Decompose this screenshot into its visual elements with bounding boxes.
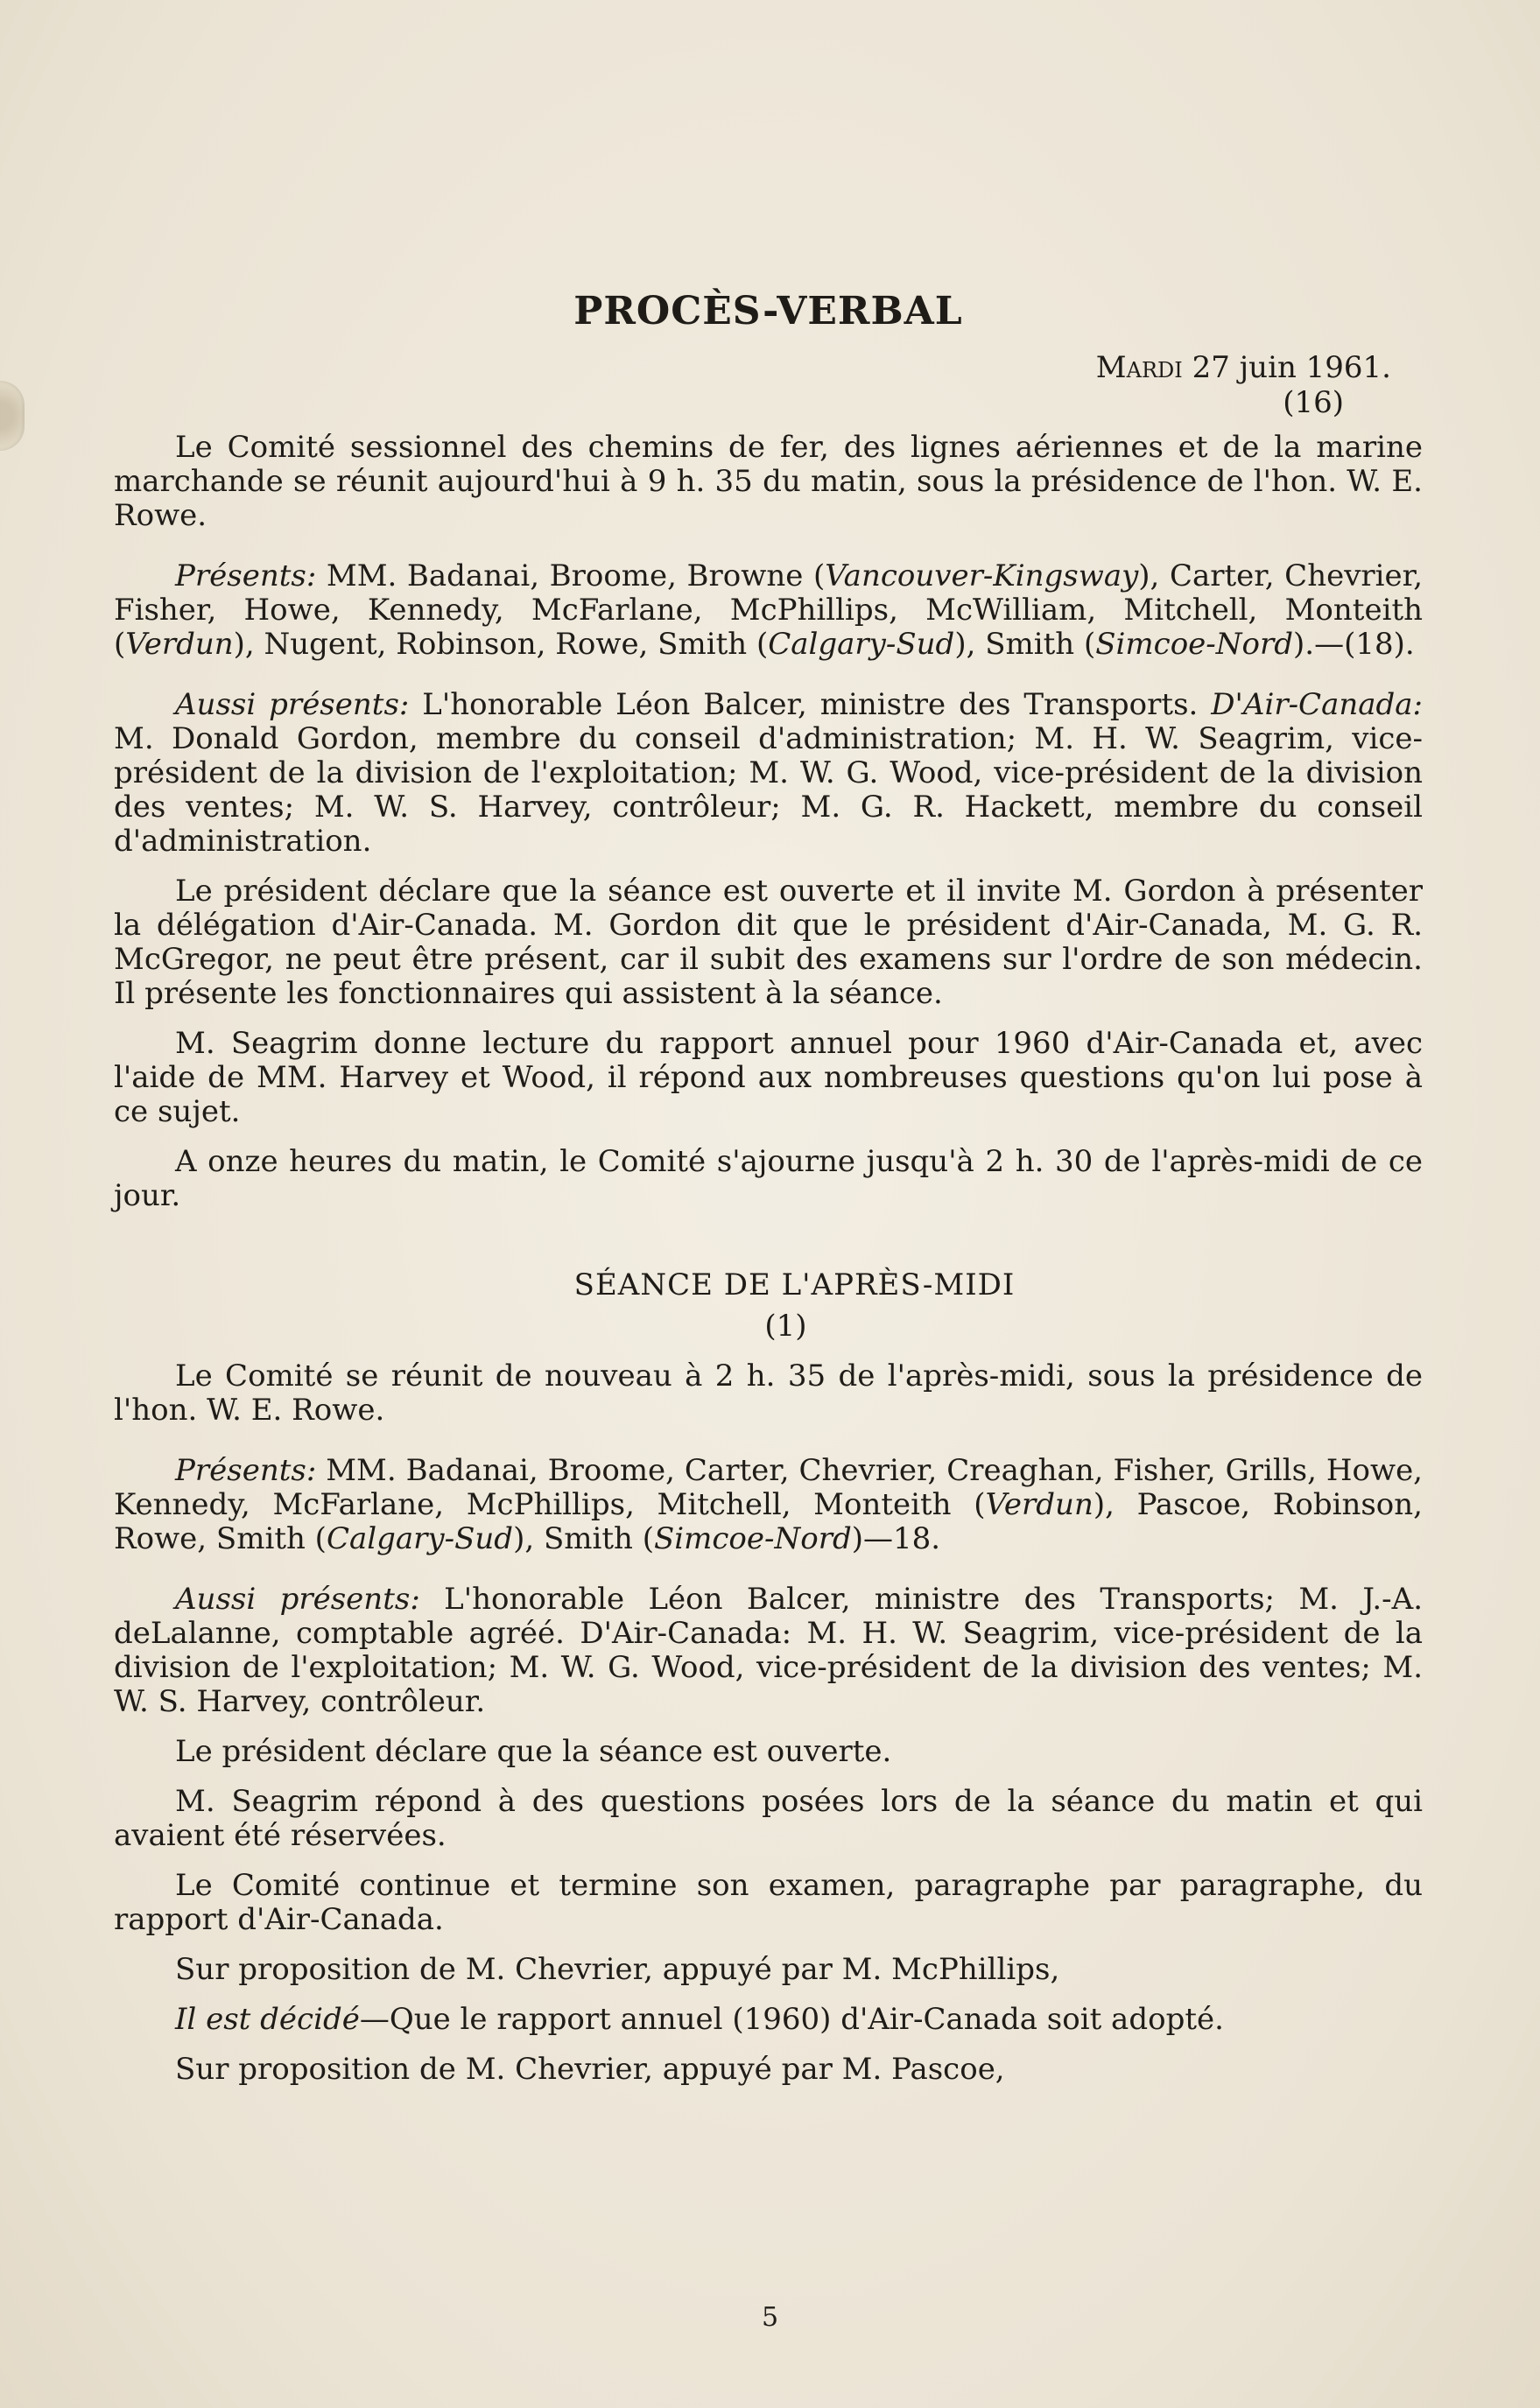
resolution: Il est décidé—Que le rapport annuel (1960) d'Air-Canada soit adopté. [175, 2002, 1224, 2037]
page-title: PROCÈS-VERBAL [573, 289, 963, 333]
morning-opening: Le Comité sessionnel des chemins de fer, des lignes aériennes et de la marine marchande se réunit aujourd'hui à 9 h. 35 du matin, sous la présidence de l'hon. W. E. Rowe. [114, 430, 1423, 533]
morning-paragraph-1: Le président déclare que la séance est ouverte et il invite M. Gordon à présenter la délégation d'Air-Canada. M. Gordon dit que le président d'Air-Canada, M. G. R. McGregor, ne peut être présent, car il subit des examens sur l'ordre de son médecin. Il présente les fonctionnaires qui assistent à la séance. [114, 874, 1423, 1011]
afternoon-paragraph-5: Sur proposition de M. Chevrier, appuyé par M. Pascoe, [175, 2052, 1005, 2087]
page-content [114, 289, 1423, 2103]
date-day: Mardi [1095, 350, 1183, 385]
meeting-date [114, 350, 1423, 385]
afternoon-present: Présents: MM. Badanai, Broome, Carter, Chevrier, Creaghan, Fisher, Grills, Howe, Kennedy, McFarlane, McPhillips, Mitchell, Monteith (Verdun), Pascoe, Robinson, Rowe, Smith (Calgary-Sud), Smith (Simcoe-Nord)—18. [114, 1453, 1423, 1556]
afternoon-paragraph-1: Le président déclare que la séance est ouverte. [175, 1734, 892, 1769]
afternoon-paragraph-3: Le Comité continue et termine son examen, paragraphe par paragraphe, du rapport d'Air-Canada. [114, 1868, 1423, 1937]
afternoon-paragraph-2: M. Seagrim répond à des questions posées lors de la séance du matin et qui avaient été réservées. [114, 1784, 1423, 1853]
morning-paragraph-2: M. Seagrim donne lecture du rapport annuel pour 1960 d'Air-Canada et, avec l'aide de MM. Harvey et Wood, il répond aux nombreuses questions qu'on lui pose à ce sujet. [114, 1026, 1423, 1129]
afternoon-number: (1) [764, 1309, 807, 1344]
show-through [123, 88, 1436, 242]
date-rest: 27 juin 1961. [1192, 350, 1391, 385]
afternoon-opening: Le Comité se réunit de nouveau à 2 h. 35 de l'après-midi, sous la présidence de l'hon. W. E. Rowe. [114, 1358, 1423, 1428]
meeting-number: (16) [1283, 385, 1344, 420]
afternoon-also-present: Aussi présents: L'honorable Léon Balcer, ministre des Transports; M. J.-A. deLalanne, comptable agréé. D'Air-Canada: M. H. W. Seagrim, vice-président de la division de l'exploitation; M. W. G. Wood, vice-président de la division des ventes; M. W. S. Harvey, contrôleur. [114, 1582, 1423, 1719]
morning-paragraph-3: A onze heures du matin, le Comité s'ajourne jusqu'à 2 h. 30 de l'après-midi de ce jour. [114, 1144, 1423, 1213]
afternoon-paragraph-4: Sur proposition de M. Chevrier, appuyé par M. McPhillips, [175, 1952, 1060, 1987]
binding-hole [0, 381, 25, 451]
afternoon-heading: SÉANCE DE L'APRÈS-MIDI [573, 1267, 1016, 1302]
page-number: 5 [761, 2302, 779, 2333]
morning-also-present: Aussi présents: L'honorable Léon Balcer, ministre des Transports. D'Air-Canada: M. Donald Gordon, membre du conseil d'administration; M. H. W. Seagrim, vice-président de la division de l'exploitation; M. W. G. Wood, vice-président de la division des ventes; M. W. S. Harvey, contrôleur; M. G. R. Hackett, membre du conseil d'administration. [114, 687, 1423, 859]
morning-present: Présents: MM. Badanai, Broome, Browne (Vancouver-Kingsway), Carter, Chevrier, Fisher, Howe, Kennedy, McFarlane, McPhillips, McWilliam, Mitchell, Monteith (Verdun), Nugent, Robinson, Rowe, Smith (Calgary-Sud), Smith (Simcoe-Nord).—(18). [114, 558, 1423, 662]
